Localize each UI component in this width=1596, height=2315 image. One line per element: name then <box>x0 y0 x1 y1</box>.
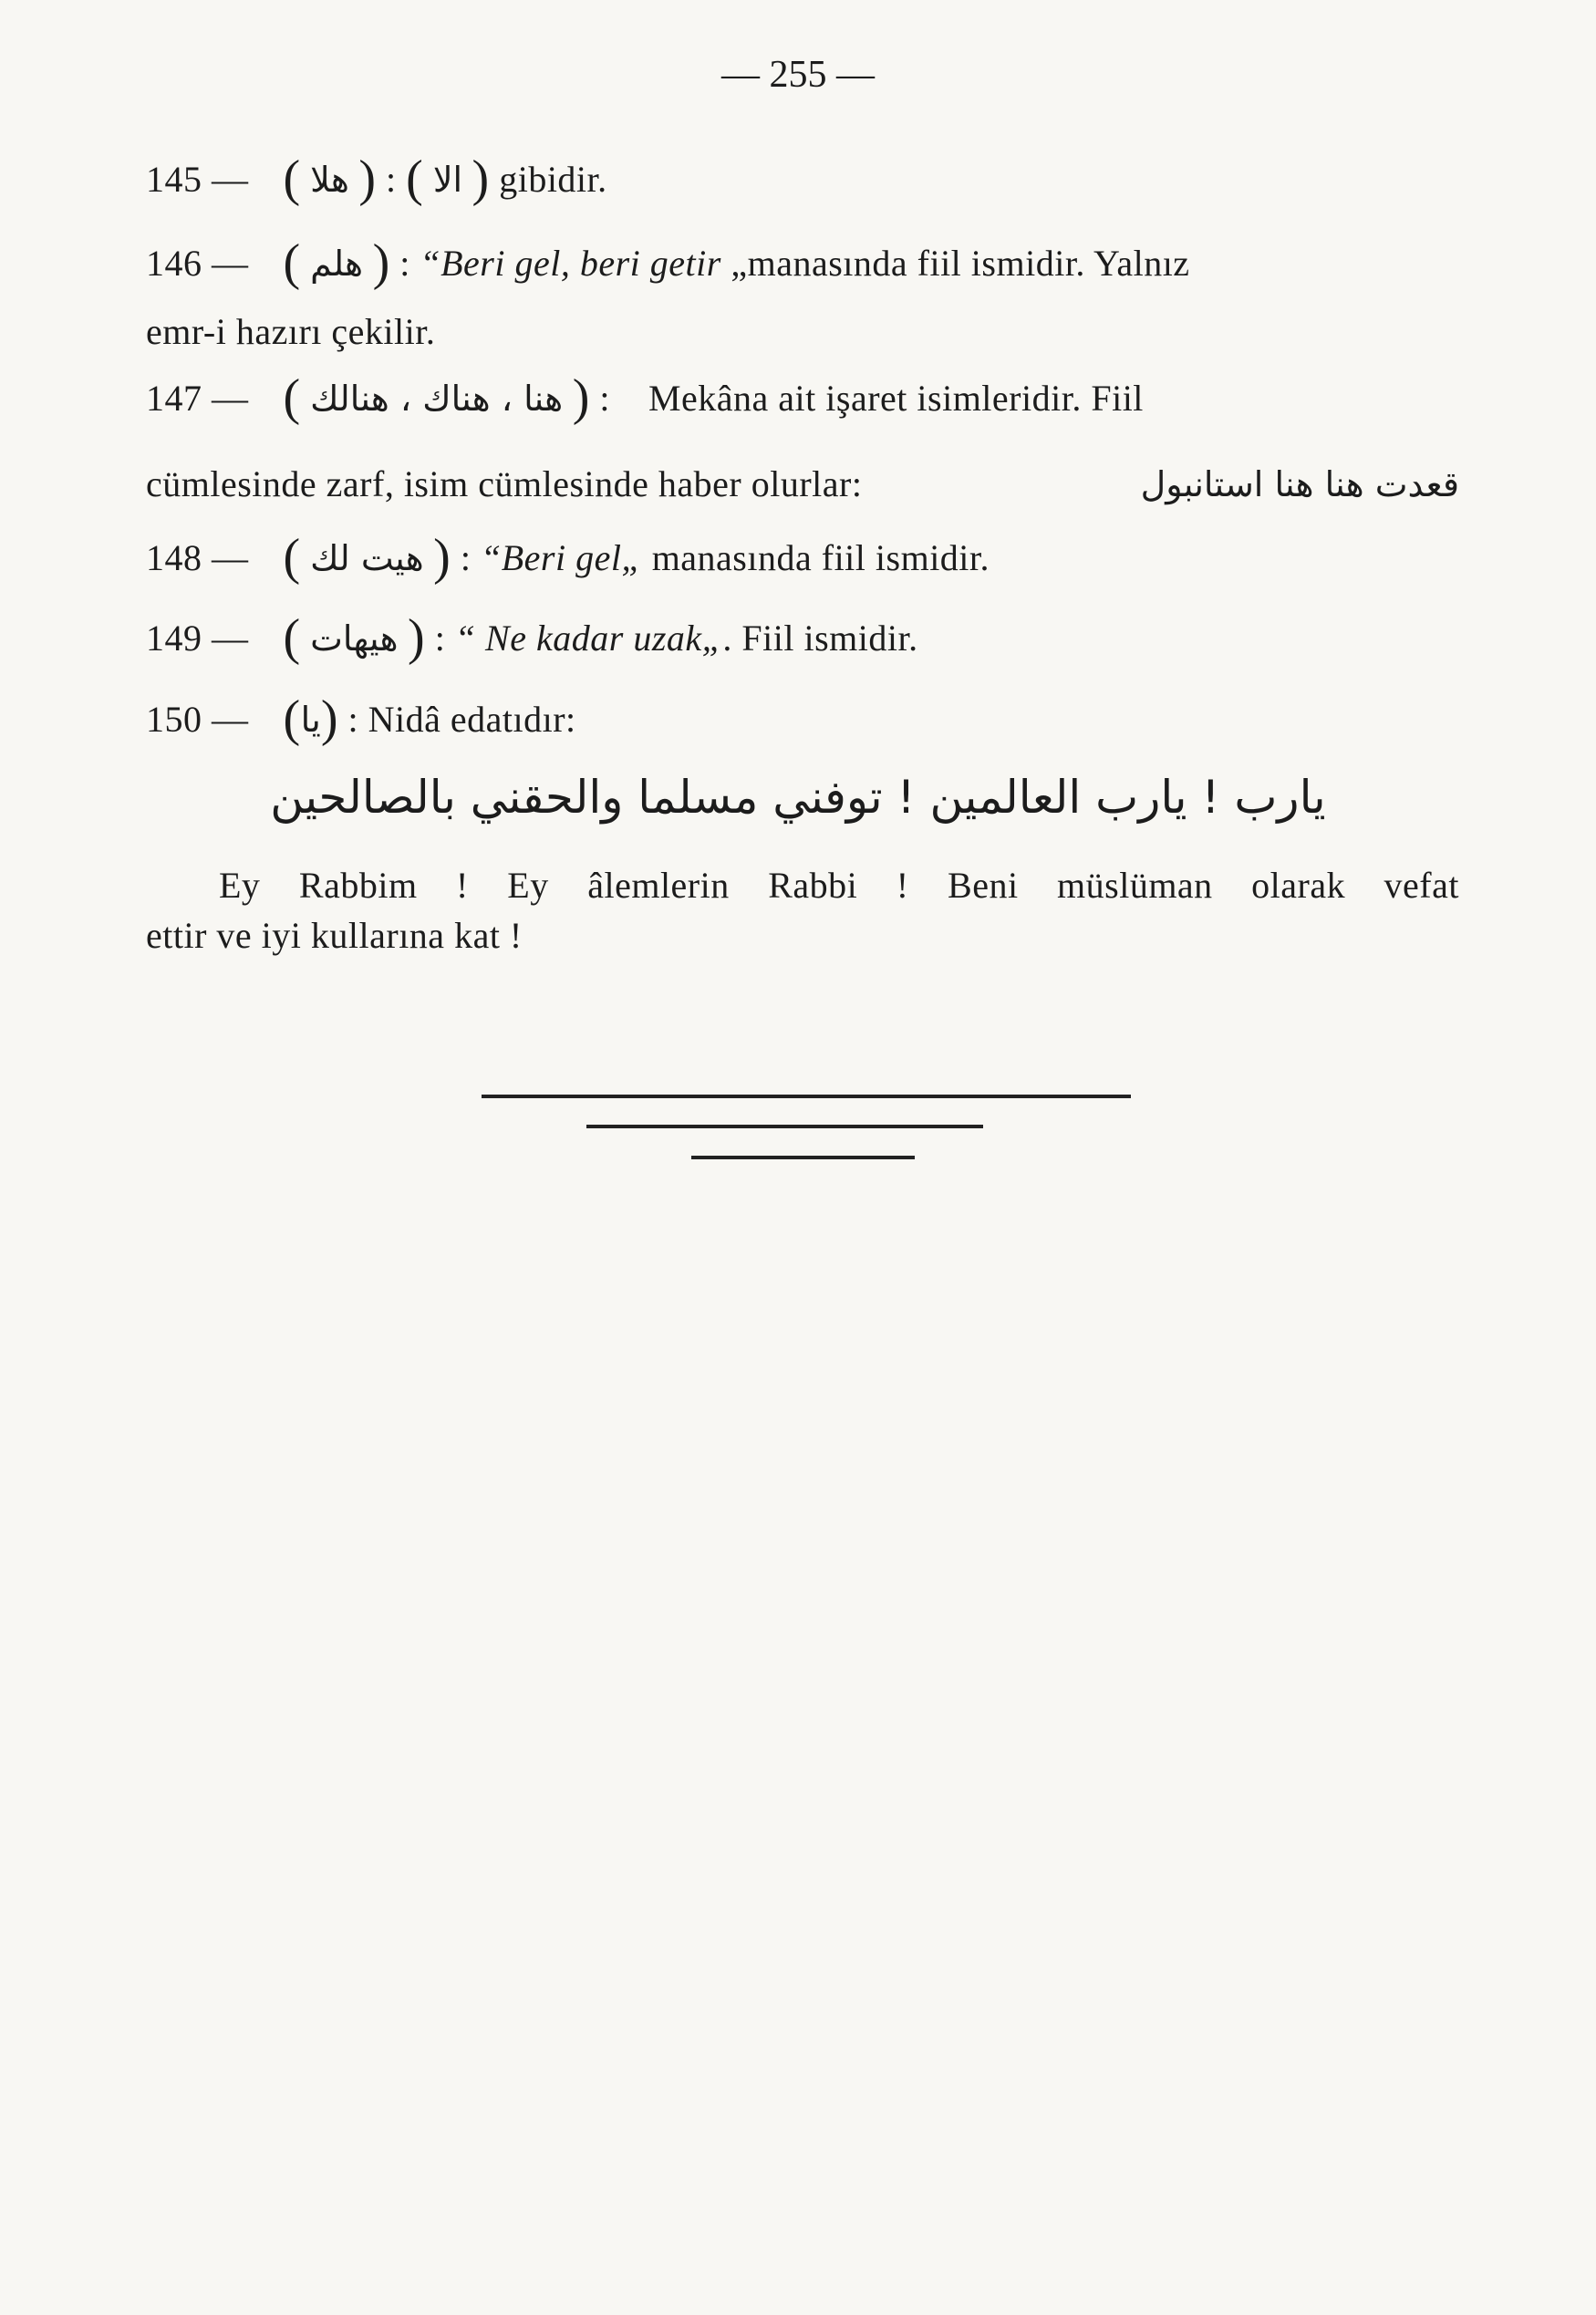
page-number: — 255 — <box>721 54 875 96</box>
entry-number: 149 — <box>146 618 249 659</box>
entry-number: 147 — <box>146 378 249 419</box>
arabic-term: هيهات <box>310 618 399 659</box>
entry-146: 146 — ( هلم ) : “Beri gel, beri getir „manasında fiil ismidir. Yalnız <box>146 234 1190 291</box>
entry-text: Mekâna ait işaret isimleridir. Fiil <box>648 378 1144 419</box>
arabic-term: هلم <box>310 244 364 284</box>
arabic-term: هلا <box>310 160 349 200</box>
entry-150: 150 — (يا) : Nidâ edatıdır: <box>146 690 576 747</box>
entry-text: manasında fiil ismidir. <box>642 537 990 578</box>
entry-text: . Fiil ismidir. <box>722 618 918 659</box>
entry-147: 147 — ( هنا ، هناك ، هنالك ) : Mekâna ait işaret isimleridir. Fiil <box>146 369 1144 426</box>
ornament-rule-bottom <box>691 1156 915 1159</box>
entry-text-italic: “ Ne kadar uzak„ <box>454 618 723 659</box>
entry-149: 149 — ( هيهات ) : “ Ne kadar uzak„. Fiil ismidir. <box>146 609 918 666</box>
translation-line-1: Ey Rabbim ! Ey âlemlerin Rabbi ! Beni müslüman olarak vefat <box>219 865 1459 906</box>
entry-text: gibidir. <box>499 159 607 200</box>
arabic-term: يا <box>300 700 321 740</box>
entry-number: 150 — <box>146 699 249 740</box>
entry-text-italic: “Beri gel„ <box>480 537 643 578</box>
entry-146-continuation: emr-i hazırı çekilir. <box>146 311 436 352</box>
entry-text-italic: “Beri gel, beri getir <box>420 243 721 284</box>
entry-text: „manasında fiil ismidir. Yalnız <box>720 243 1190 284</box>
ornament-rule-middle <box>586 1125 983 1128</box>
arabic-example: قعدت هنا هنا استانبول <box>1140 464 1459 504</box>
entry-147-continuation <box>146 461 1459 508</box>
arabic-term: هيت لك <box>310 538 424 578</box>
entry-text: cümlesinde zarf, isim cümlesinde haber olurlar: <box>146 463 863 504</box>
arabic-prayer-verse: يارب ! يارب العالمين ! توفني مسلما والحقني بالصالحين <box>270 771 1326 824</box>
translation-line-2: ettir ve iyi kullarına kat ! <box>146 915 523 956</box>
arabic-term: هنا ، هناك ، هنالك <box>310 379 564 419</box>
ornament-rule-top <box>482 1095 1131 1098</box>
entry-text: Nidâ edatıdır: <box>368 699 576 740</box>
entry-148: 148 — ( هيت لك ) : “Beri gel„ manasında fiil ismidir. <box>146 529 990 586</box>
entry-145: 145 — ( هلا ) : ( الا ) gibidir. <box>146 151 607 207</box>
entry-number: 145 — <box>146 159 249 200</box>
entry-number: 148 — <box>146 537 249 578</box>
entry-number: 146 — <box>146 243 249 284</box>
arabic-term: الا <box>432 160 463 200</box>
